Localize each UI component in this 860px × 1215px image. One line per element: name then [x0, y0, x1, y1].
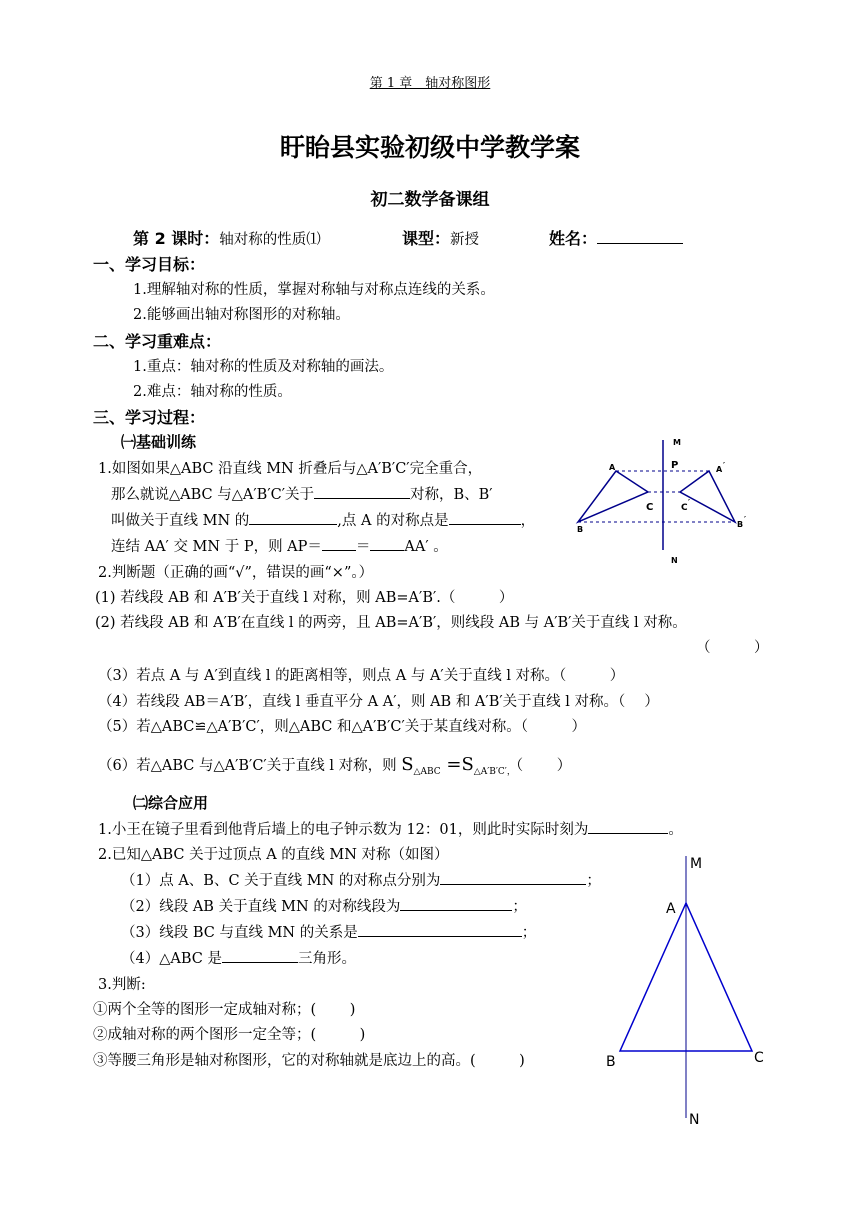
- p2q2-item2: （2）线段 AB 关于直线 MN 的对称线段为 ；: [121, 895, 527, 916]
- label-a1: A: [716, 465, 723, 474]
- section1-heading: 一、学习目标：: [93, 255, 206, 274]
- page-subtitle: 初二数学备课组: [370, 190, 490, 210]
- symmetric-segment-blank[interactable]: [400, 896, 512, 911]
- keypoint-1: 1.重点：轴对称的性质及对称轴的画法。: [133, 359, 394, 375]
- p1q2-item3: （3）若点 A 与 A′到直线 l 的距离相等，则点 A 与 A′关于直线 l 对称。（ ）: [98, 668, 625, 684]
- p1q2-item5: （5）若△ABC≌△A′B′C′，则△ABC 和△A′B′C′关于某直线对称。（ ）: [98, 719, 587, 735]
- p2q3-item3: ③等腰三角形是轴对称图形，它的对称轴就是底边上的高。( ): [93, 1053, 525, 1069]
- p2q1: 1.小王在镜子里看到他背后墙上的电子钟示数为 12：01，则此时实际时刻为 。: [98, 818, 683, 839]
- p2q2-intro: 2.已知△ABC 关于过顶点 A 的直线 MN 对称（如图）: [98, 847, 449, 863]
- p2q3-item1: ①两个全等的图形一定成轴对称；( ): [93, 1002, 356, 1018]
- symmetry-blank[interactable]: [314, 484, 410, 499]
- chapter-header: 第 1 章 轴对称图形: [369, 76, 491, 91]
- label-p: P: [671, 460, 679, 471]
- p1q1-line1: 1.如图如果△ABC 沿直线 MN 折叠后与△A′B′C′完全重合，: [98, 461, 483, 477]
- p1q2-intro: 2.判断题（正确的画“√”，错误的画“×”。）: [98, 565, 374, 581]
- part1-heading: ㈠基础训练: [121, 433, 197, 451]
- label-a1-prime: ′: [723, 461, 726, 470]
- label-c: C: [646, 502, 654, 513]
- label-b: B: [577, 525, 584, 534]
- type-label: 课型：: [402, 229, 451, 248]
- ap-blank-1[interactable]: [322, 536, 356, 551]
- point-a-image-blank[interactable]: [449, 510, 521, 525]
- keypoint-2: 2.难点：轴对称的性质。: [133, 384, 292, 400]
- p2q3-intro: 3.判断:: [98, 977, 146, 993]
- goal-2: 2.能够画出轴对称图形的对称轴。: [133, 307, 350, 323]
- label-a: A: [666, 901, 676, 917]
- p1q2-item4: （4）若线段 AB＝A′B′，直线 l 垂直平分 A A′，则 AB 和 A′B′关于直线 l 对称。（ ）: [98, 694, 659, 710]
- type-value: 新授: [450, 232, 480, 248]
- triangle-axis-figure: [600, 852, 780, 1134]
- label-c: C: [754, 1050, 764, 1066]
- fold-figure: [570, 436, 760, 572]
- label-n: N: [671, 556, 678, 565]
- symmetric-points-blank[interactable]: [440, 870, 586, 885]
- name-label: 姓名：: [549, 229, 598, 248]
- part2-heading: ㈡综合应用: [133, 794, 209, 812]
- label-n: N: [689, 1112, 700, 1128]
- p1q1-line2: 那么就说△ABC 与△A′B′C′关于 对称，B、B′: [111, 483, 493, 504]
- p1q2-item1: (1) 若线段 AB 和 A′B′关于直线 l 对称，则 AB=A′B′.（ ）: [95, 590, 514, 606]
- p1q1-line4: 连结 AA′ 交 MN 于 P，则 AP＝ ＝ AA′ 。: [111, 535, 448, 556]
- period-value: 轴对称的性质⑴: [219, 232, 321, 248]
- p1q1-line3: 叫做关于直线 MN 的 ,点 A 的对称点是 ，: [111, 509, 535, 530]
- p2q3-item2: ②成轴对称的两个图形一定全等；( ): [93, 1027, 366, 1043]
- p1q2-item2-paren: （ ）: [696, 640, 769, 656]
- label-m: M: [690, 856, 703, 872]
- label-c1-prime: ′: [688, 498, 691, 507]
- p2q2-item4: （4）△ABC 是 三角形。: [121, 947, 356, 968]
- clock-time-blank[interactable]: [588, 819, 668, 834]
- p1q2-item6: （6）若△ABC 与△A′B′C′关于直线 l 对称，则 $S_{\triangle ABC} =S_{\triangle A'B'C',}$（ ）: [98, 754, 572, 777]
- period-label: 第 2 课时：: [133, 229, 220, 248]
- label-m: M: [673, 438, 681, 447]
- p2q2-item3: （3）线段 BC 与直线 MN 的关系是 ；: [121, 921, 536, 942]
- label-a: A: [609, 463, 616, 472]
- name-row: [549, 226, 683, 249]
- name-blank[interactable]: [597, 229, 683, 244]
- label-b: B: [606, 1054, 616, 1070]
- goal-1: 1.理解轴对称的性质，掌握对称轴与对称点连线的关系。: [133, 282, 495, 298]
- page-title: 盱眙县实验初级中学教学案: [279, 133, 580, 162]
- label-b1-prime: ′: [744, 515, 747, 524]
- bc-relation-blank[interactable]: [358, 922, 522, 937]
- triangle-abc: [578, 471, 648, 522]
- section3-heading: 三、学习过程：: [93, 408, 206, 427]
- p2q2-item1: （1）点 A、B、C 关于直线 MN 的对称点分别为 ；: [121, 869, 601, 890]
- ap-blank-2[interactable]: [370, 536, 404, 551]
- corresponding-points-blank[interactable]: [249, 510, 337, 525]
- label-b1: B: [737, 520, 744, 529]
- p1q2-item2: (2) 若线段 AB 和 A′B′在直线 l 的两旁，且 AB=A′B′，则线段 AB 与 A′B′关于直线 l 对称。: [95, 615, 687, 631]
- type-row: [402, 226, 479, 249]
- label-c1: C: [681, 503, 688, 513]
- lesson-info-row: [133, 226, 321, 249]
- section2-heading: 二、学习重难点：: [93, 332, 222, 351]
- triangle-type-blank[interactable]: [222, 948, 298, 963]
- triangle-a1b1c1: [680, 471, 735, 522]
